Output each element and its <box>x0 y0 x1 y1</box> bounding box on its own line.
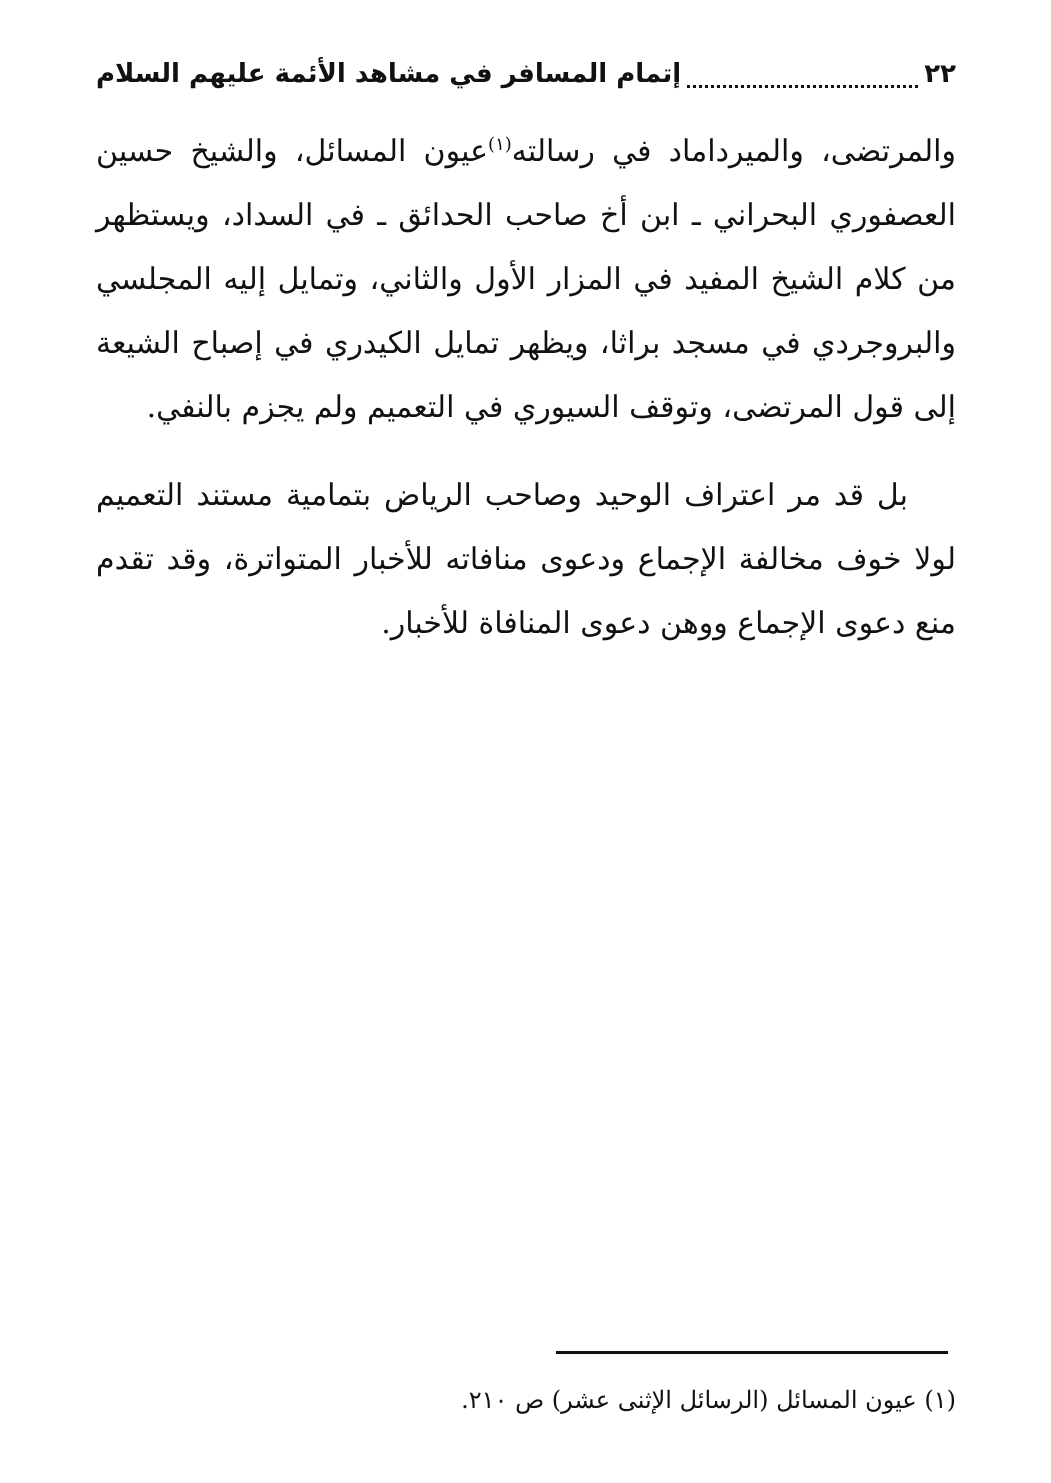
footnote-reference[interactable]: (١) <box>488 134 512 155</box>
paragraph <box>96 120 956 440</box>
footnote: (١) عيون المسائل (الرسائل الإثنى عشر) ص ٢١٠. <box>461 1386 956 1414</box>
paragraph-text: عيون المسائل، والشيخ حسين العصفوري البحراني ـ ابن أخ صاحب الحدائق ـ في السداد، ويستظهر من كلام الشيخ المفيد في المزار الأول والثاني، وتمايل إليه المجلسي والبروجردي في مسجد براثا، ويظهر تمايل الكيدري في إصباح الشيعة إلى قول المرتضى، وتوقف السيوري في التعميم ولم يجزم بالنفي. <box>96 134 956 425</box>
paragraph-text: والمرتضى، والميرداماد في رسالته <box>511 134 956 169</box>
leader-dots <box>687 69 918 88</box>
main-text <box>96 120 956 680</box>
paragraph: بل قد مر اعتراف الوحيد وصاحب الرياض بتمامية مستند التعميم لولا خوف مخالفة الإجماع ودعوى منافاته للأخبار المتواترة، وقد تقدم منع دعوى الإجماع ووهن دعوى المنافاة للأخبار. <box>96 478 956 641</box>
running-title: إتمام المسافر في مشاهد الأئمة عليهم السلام <box>96 59 682 89</box>
running-head <box>96 54 956 94</box>
page-number: ٢٢ <box>924 59 956 89</box>
footnote-separator <box>556 1351 948 1354</box>
footnotes <box>96 1380 956 1420</box>
